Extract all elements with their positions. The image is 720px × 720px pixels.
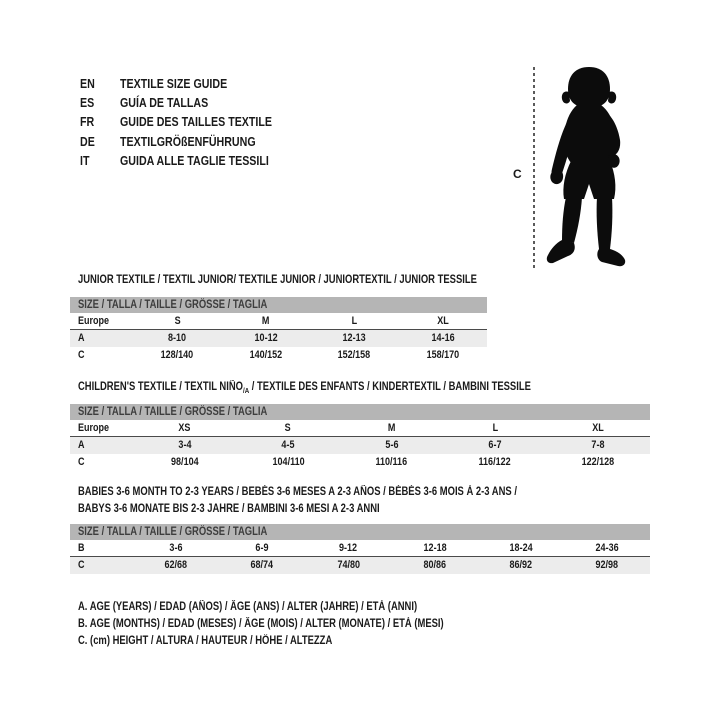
language-code: DE [80, 133, 95, 149]
babies-table-title: BABIES 3-6 MONTH TO 2-3 YEARS / BEBÉS 3-6 MESES A 2-3 AÑOS / BÉBÉS 3-6 MOIS À 2-3 ANS / BABYS 3-6 MONATE BIS 2-3 JAHRE / BAMBINI 3-6 MESI A 2-3 ANNI [78, 486, 517, 515]
toddler-silhouette-icon [541, 63, 633, 269]
legend-notes [78, 599, 524, 650]
table-row-height-cm: C 62/68 68/74 74/80 80/86 86/92 92/98 [70, 557, 650, 574]
note-height-cm: C. (cm) HEIGHT / ALTURA / HAUTEUR / HÖHE / ALTEZZA [78, 635, 333, 647]
table-row-age-years: A 3-4 4-5 5-6 6-7 7-8 [70, 437, 650, 454]
guide-title-de: TEXTILGRÖßENFÜHRUNG [120, 133, 256, 149]
language-code: FR [80, 114, 95, 130]
table-row-height-cm: C 98/104 104/110 110/116 116/122 122/128 [78, 456, 615, 468]
language-row-de [80, 132, 305, 151]
note-age-months: B. AGE (MONTHS) / EDAD (MESES) / ÂGE (MOIS) / ALTER (MONATE) / ETÀ (MESI) [78, 618, 444, 630]
babies-size-table [70, 524, 650, 574]
guide-title-fr: GUIDE DES TAILLES TEXTILE [120, 114, 273, 130]
height-dashed-line [533, 67, 535, 268]
language-row-it [80, 151, 305, 170]
junior-table-title: JUNIOR TEXTILE / TEXTIL JUNIOR/ TEXTILE JUNIOR / JUNIORTEXTIL / JUNIOR TESSILE [78, 274, 477, 286]
guide-title-en: TEXTILE SIZE GUIDE [120, 76, 228, 92]
language-row-fr [80, 112, 305, 131]
table-header-bar: SIZE / TALLA / TAILLE / GRÖSSE / TAGLIA [70, 297, 487, 313]
language-code: IT [80, 152, 90, 168]
table-row-europe: Europe S M L XL [70, 313, 487, 330]
junior-size-table [70, 297, 487, 364]
language-row-en [80, 74, 305, 93]
table-header-bar: SIZE / TALLA / TAILLE / GRÖSSE / TAGLIA [70, 524, 650, 540]
table-row-height-cm: C 128/140 140/152 152/158 158/170 [78, 349, 460, 361]
table-row-age-years: A 8-10 10-12 12-13 14-16 [70, 330, 487, 347]
table-row-europe: Europe XS S M L XL [70, 420, 650, 437]
language-code: ES [80, 95, 95, 111]
note-age-years: A. AGE (YEARS) / EDAD (AÑOS) / ÂGE (ANS) / ALTER (JAHRE) / ETÀ (ANNI) [78, 601, 418, 613]
height-measure-label: C [513, 167, 522, 181]
children-table-title: CHILDREN'S TEXTILE / TEXTIL $NIÑO_{/A}$ / TEXTILE DES ENFANTS / KINDERTEXTIL / BAMBINI TESSILE [78, 381, 531, 395]
children-size-table [70, 404, 650, 471]
language-code: EN [80, 76, 95, 92]
language-title-list [80, 74, 305, 170]
table-header-bar: SIZE / TALLA / TAILLE / GRÖSSE / TAGLIA [70, 404, 650, 420]
language-row-es [80, 93, 305, 112]
guide-title-es: GUÍA DE TALLAS [120, 95, 209, 111]
table-row-age-months: B 3-6 6-9 9-12 12-18 18-24 24-36 [70, 540, 650, 557]
guide-title-it: GUIDA ALLE TAGLIE TESSILI [120, 152, 269, 168]
